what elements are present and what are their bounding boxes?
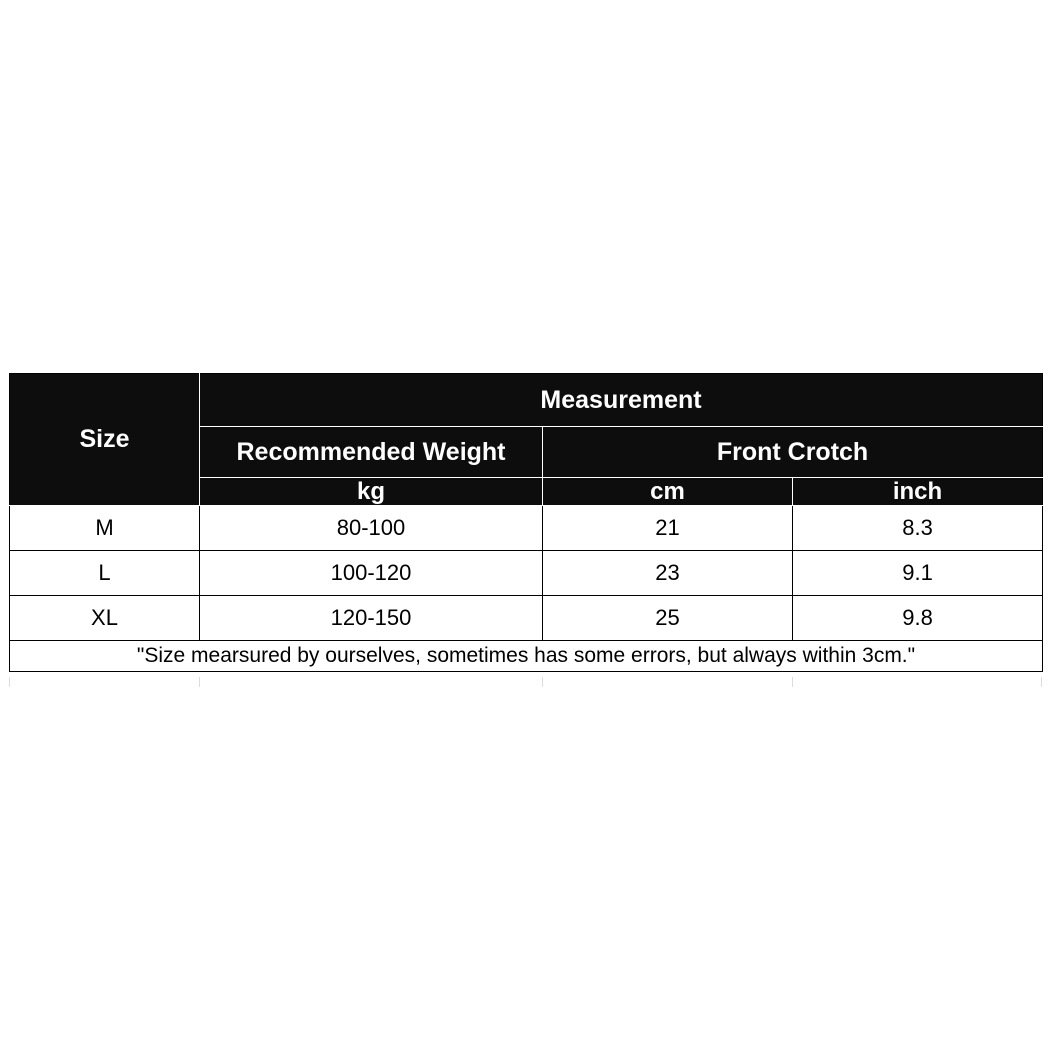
weight-cell: 80-100 [200,506,543,551]
cm-cell: 25 [543,596,793,641]
size-table [9,373,1043,672]
faint-gridline [542,677,543,687]
faint-gridline [9,677,10,687]
faint-gridline [199,677,200,687]
size-header: Size [10,374,200,506]
measurement-header: Measurement [200,374,1043,427]
note-row [10,641,1043,672]
header-row-1 [10,374,1043,427]
recommended-weight-header: Recommended Weight [200,427,543,478]
weight-cell: 120-150 [200,596,543,641]
table-row [10,596,1043,641]
measurement-note: "Size mearsured by ourselves, sometimes has some errors, but always within 3cm." [10,641,1043,672]
cm-cell: 21 [543,506,793,551]
unit-kg: kg [200,478,543,506]
faint-gridlines [9,677,1042,687]
cm-cell: 23 [543,551,793,596]
table-row [10,551,1043,596]
inch-cell: 9.1 [793,551,1043,596]
size-cell: M [10,506,200,551]
unit-cm: cm [543,478,793,506]
inch-cell: 8.3 [793,506,1043,551]
size-cell: L [10,551,200,596]
inch-cell: 9.8 [793,596,1043,641]
faint-gridline [1041,677,1042,687]
front-crotch-header: Front Crotch [543,427,1043,478]
size-chart [9,373,1042,676]
unit-inch: inch [793,478,1043,506]
faint-gridline [792,677,793,687]
weight-cell: 100-120 [200,551,543,596]
size-cell: XL [10,596,200,641]
table-row [10,506,1043,551]
